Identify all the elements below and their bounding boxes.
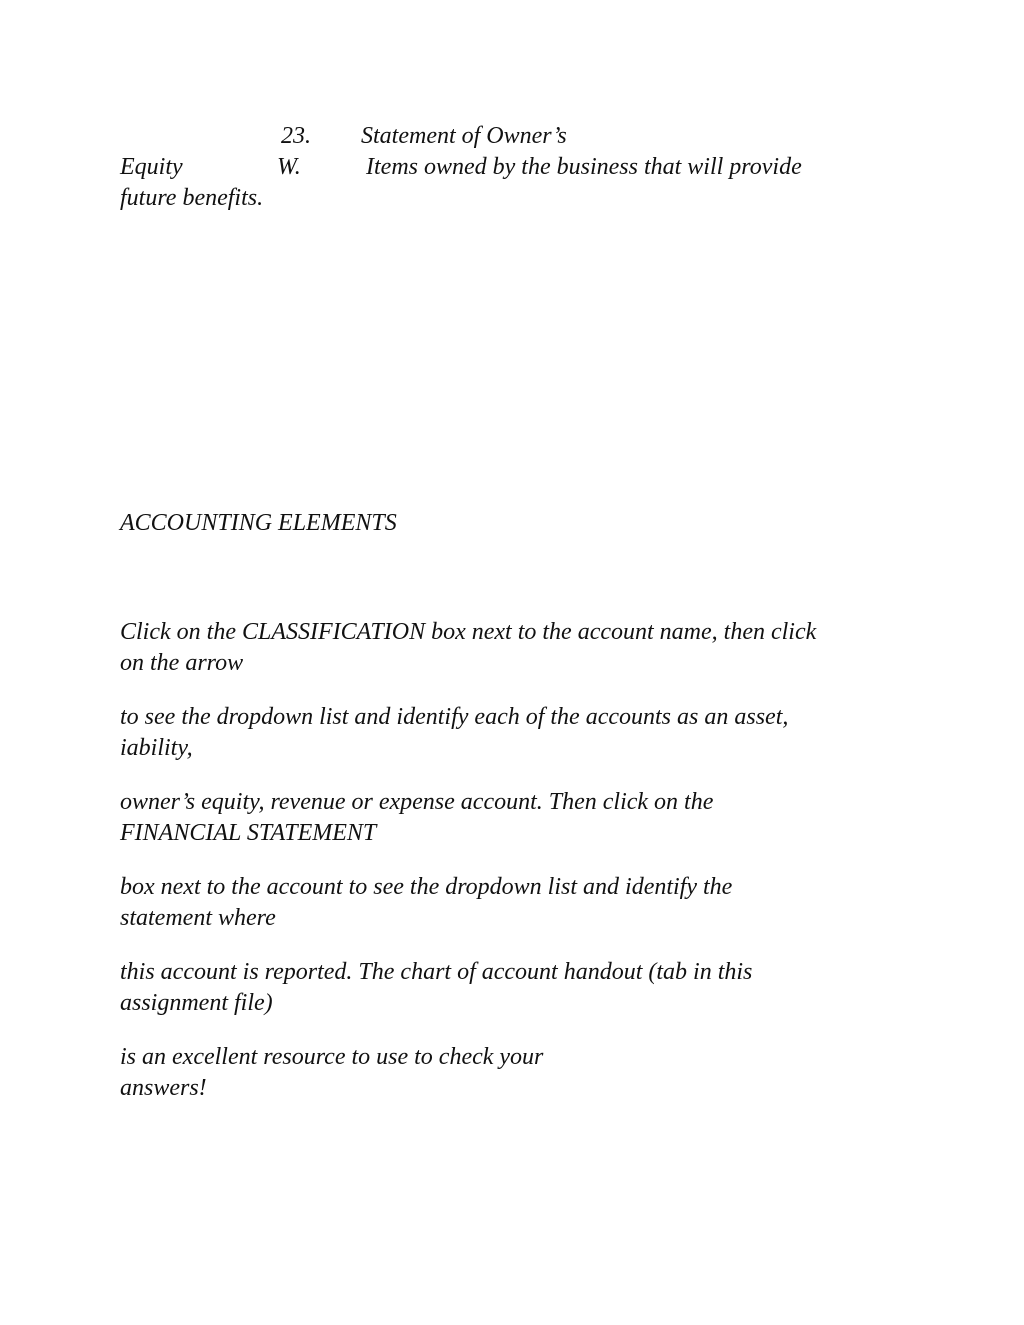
instruction-line: assignment file): [120, 990, 273, 1016]
instruction-paragraph: [120, 787, 920, 849]
instruction-line: FINANCIAL STATEMENT: [120, 820, 377, 846]
item-number: 23.: [281, 123, 311, 149]
section-heading: ACCOUNTING ELEMENTS: [120, 510, 397, 536]
instruction-paragraph: [120, 872, 920, 934]
instruction-line: Click on the CLASSIFICATION box next to the account name, then click: [120, 619, 817, 645]
instruction-paragraph: [120, 617, 920, 679]
item-title-line2: Equity: [120, 154, 183, 180]
definition-line1: Items owned by the business that will provide: [366, 154, 802, 180]
instruction-line: owner’s equity, revenue or expense account. Then click on the: [120, 789, 714, 815]
instruction-line: this account is reported. The chart of account handout (tab in this: [120, 959, 753, 985]
instruction-paragraph: [120, 1042, 920, 1104]
instruction-line: on the arrow: [120, 650, 244, 676]
instruction-paragraph: [120, 957, 920, 1019]
instruction-paragraph: [120, 702, 920, 764]
definition-letter: W.: [277, 154, 301, 180]
definition-line2: future benefits.: [120, 185, 264, 211]
instruction-line: statement where: [120, 905, 276, 931]
instruction-line: iability,: [120, 735, 193, 761]
instruction-line: answers!: [120, 1075, 207, 1101]
instruction-line: is an excellent resource to use to check your: [120, 1044, 544, 1070]
instruction-line: to see the dropdown list and identify each of the accounts as an asset,: [120, 704, 789, 730]
item-title-line1: Statement of Owner’s: [361, 123, 567, 149]
instruction-line: box next to the account to see the dropdown list and identify the: [120, 874, 733, 900]
